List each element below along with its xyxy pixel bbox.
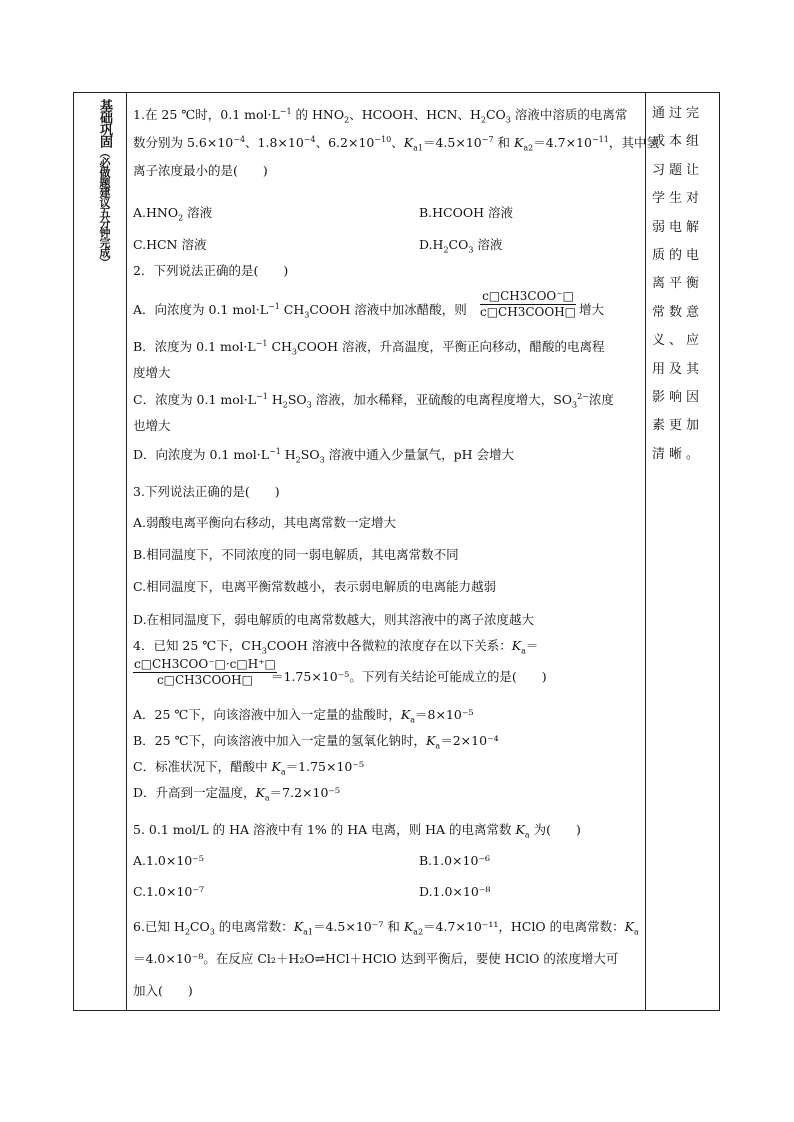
teaching-note-text: 通过完成本组习题让学生对弱电解质的电离平衡常数意义、应用及其影响因素更加清晰。 [652,106,704,462]
q5-option-a: A.1.0×10⁻⁵ [133,853,204,868]
q6-line-1: 6.已知 $H_2CO_3$ 的电离常数：$K_{a1}=4.5\times 10^{-7}$ 和 $K_{a2}=4.7\times 10^{-11}$，HClO 的电离常数：$K_a$ [133,919,639,937]
q6-line-3: 加入( ) [133,983,193,998]
q2-option-c-line-1: C．浓度为 0.1 $mol\cdot L^{-1}$ $H_2SO_3$ 溶液，加水稀释，亚硫酸的电离程度增大，$SO_3^{2-}$浓度 [133,391,614,410]
q3-option-d: D.在相同温度下，弱电解质的电离常数越大，则其溶液中的离子浓度越大 [133,612,535,627]
q2-stem: 2．下列说法正确的是( ) [133,263,289,278]
q2-option-c-line-2: 也增大 [133,418,171,433]
q2-option-a-tail: 增大 [579,302,605,317]
q2-fraction-numerator: c□CH3COO⁻□ [480,289,576,305]
teaching-note-cell [645,93,719,1010]
q4-fraction [133,657,277,688]
q4-option-b: B．25 ℃下，向该溶液中加入一定量的氢氧化钠时，$K_a=2\times 10^{-4}$ [133,733,499,751]
q1-option-a: $A.HNO_2$ 溶液 [133,205,213,223]
q4-fraction-numerator: c□CH3COO⁻□·c□H⁺□ [134,657,276,671]
q2-option-a: A．向浓度为 0.1 $mol\cdot L^{-1}$ $CH_3COOH$ 溶液中加冰醋酸，则 [133,301,467,320]
q1-option-d: $D.H_2CO_3$ 溶液 [419,237,503,255]
section-label-cell [74,93,127,1010]
q2-fraction [480,289,576,320]
q5-stem: 5. 0.1 mol/L 的 HA 溶液中有 1% 的 HA 电离，则 HA 的电离常数 $K_a$ 为( ) [133,822,581,840]
q2-fraction-denominator: c□CH3COOH□ [480,305,576,319]
q4-line-1: 4．已知 25 ℃下，$CH_3COOH$ 溶液中各微粒的浓度存在以下关系：$K_a=$ [133,638,539,656]
q5-option-d: D.1.0×10⁻⁸ [419,884,491,899]
q1-option-b: B.HCOOH 溶液 [419,205,513,220]
q3-option-b: B.相同温度下，不同浓度的同一弱电解质，其电离常数不同 [133,547,459,562]
section-title [96,99,112,267]
q2-option-b-line-2: 度增大 [133,365,171,380]
q2-option-b-line-1: B．浓度为 0.1 $mol\cdot L^{-1}$ $CH_3COOH$ 溶液，升高温度，平衡正向移动，醋酸的电离程 [133,338,605,357]
exercise-table [73,92,720,1011]
q4-option-c: C．标准状况下，醋酸中 $K_a=1.75\times 10^{-5}$ [133,759,364,777]
q1-option-c: C.HCN 溶液 [133,237,207,252]
q4-fraction-denominator: c□CH3COOH□ [156,673,253,687]
q1-line-1: 1.在 25 ℃时，0.1 $mol\cdot L^{-1}$ 的 $HNO_2$、HCOOH、HCN、$H_2CO_3$ 溶液中溶质的电离常 [133,106,628,125]
q3-option-a: A.弱酸电离平衡向右移动，其电离常数一定增大 [133,515,397,530]
section-title-text: 基础巩固 [97,99,112,147]
q3-stem: 3.下列说法正确的是( ) [133,484,280,499]
q1-line-2: 数分别为 $5.6\times 10^{-4}$、$1.8\times 10^{-4}$、$6.2\times 10^{-10}$、$K_{a1}=4.5\times 10^{-7}$ 和 $K_{a2}=4.7\times 10^{-11}$，其中氢 [133,134,659,153]
q2-option-d: D．向浓度为 0.1 $mol\cdot L^{-1}$ $H_2SO_3$ 溶液中通入少量氯气，pH 会增大 [133,446,515,465]
q4-option-a: A．25 ℃下，向该溶液中加入一定量的盐酸时，$K_a=8\times 10^{-5}$ [133,707,474,725]
questions-cell [133,93,659,1010]
q4-option-d: D．升高到一定温度，$K_a=7.2\times 10^{-5}$ [133,785,341,803]
section-subtitle-text: （必做题建议五分钟完成） [98,147,111,267]
q1-line-3: 离子浓度最小的是( ) [133,163,268,178]
q4-line-2: ＝1.75×10⁻⁵。下列有关结论可能成立的是( ) [271,669,547,684]
q5-option-c: C.1.0×10⁻⁷ [133,884,204,899]
q3-option-c: C.相同温度下，电离平衡常数越小，表示弱电解质的电离能力越弱 [133,579,497,594]
q5-option-b: B.1.0×10⁻⁶ [419,853,491,868]
q6-line-2: ＝4.0×10⁻⁸。在反应 Cl₂＋H₂O⇌HCl＋HClO 达到平衡后，要使 HClO 的浓度增大可 [133,951,619,966]
